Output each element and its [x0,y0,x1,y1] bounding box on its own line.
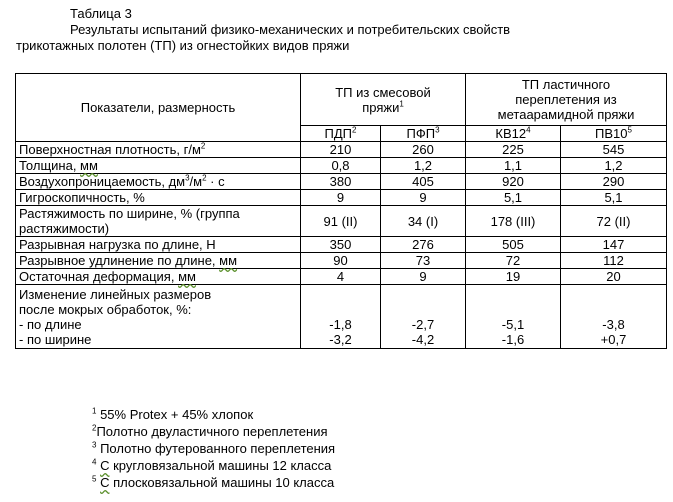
cell-value: -5,1 -1,6 [466,285,561,349]
row-label: Изменение линейных размеров после мокрых обработок, %: - по длине - по ширине [16,285,301,349]
footnote: $^3$ Полотно футерованного переплетения [92,440,336,456]
cell-value: 4 [301,269,381,285]
cell-value: 147 [561,237,667,253]
row-label: Поверхностная плотность, $г/м^2$ [16,142,301,158]
cell-value: 380 [301,174,381,190]
cell-value: 0,8 [301,158,381,174]
footnotes [92,406,335,491]
cell-value: 545 [561,142,667,158]
cell-value: 5,1 [561,190,667,206]
cell-value: 920 [466,174,561,190]
cell-value: 260 [381,142,466,158]
cell-value: 290 [561,174,667,190]
cell-value: 34 (I) [381,206,466,237]
cell-value: 1,2 [561,158,667,174]
cell-value: 73 [381,253,466,269]
cell-value: 112 [561,253,667,269]
col-header-pdp: ПДП$^2$ [301,126,381,142]
row-label: Разрывное удлинение по длине, мм [16,253,301,269]
caption-line-2: трикотажных полотен (ТП) из огнестойких видов пряжи [16,38,350,53]
table-caption [0,6,673,54]
cell-value: -2,7 -4,2 [381,285,466,349]
row-label: Гигроскопичность, % [16,190,301,206]
cell-value: 9 [381,269,466,285]
cell-value: 5,1 [466,190,561,206]
cell-value: 350 [301,237,381,253]
header-group-metaaramid: ТП ластичного переплетения из метаарамидной пряжи [466,74,667,126]
properties-table [15,73,667,349]
cell-value: 210 [301,142,381,158]
footnote: $^1$ 55% Protex + 45% хлопок [92,406,254,422]
cell-value: 225 [466,142,561,158]
table-row [16,253,667,269]
cell-value: 178 (III) [466,206,561,237]
row-label: Растяжимость по ширине, % (группа растяжимости) [16,206,301,237]
col-header-pfp: ПФП$^3$ [381,126,466,142]
table-row [16,174,667,190]
cell-value: 1,1 [466,158,561,174]
cell-value: -3,8 +0,7 [561,285,667,349]
table-row [16,190,667,206]
row-label: Разрывная нагрузка по длине, Н [16,237,301,253]
row-label: Воздухопроницаемость, $дм^3/м^2 \cdot с$ [16,174,301,190]
cell-value: 72 (II) [561,206,667,237]
cell-value: 91 (II) [301,206,381,237]
col-header-kv12: $КВ12^4$ [466,126,561,142]
caption-line-1: Результаты испытаний физико-механических и потребительских свойств [70,22,511,37]
header-group-blend: ТП из смесовой пряжи$^1$ [301,74,466,126]
cell-value: 405 [381,174,466,190]
cell-value: 9 [381,190,466,206]
cell-value: 72 [466,253,561,269]
footnote: $^2$Полотно двуластичного переплетения [92,423,328,439]
footnote: $^4$ С кругловязальной машины 12 класса [92,457,332,473]
cell-value: 20 [561,269,667,285]
cell-value: 276 [381,237,466,253]
table-row [16,142,667,158]
cell-value: 90 [301,253,381,269]
row-label: Толщина, мм [16,158,301,174]
cell-value: 1,2 [381,158,466,174]
cell-value: -1,8 -3,2 [301,285,381,349]
row-label: Остаточная деформация, мм [16,269,301,285]
cell-value: 19 [466,269,561,285]
table-number: Таблица 3 [70,6,132,21]
table-row [16,237,667,253]
col-header-pv10: $ПВ10^5$ [561,126,667,142]
cell-value: 505 [466,237,561,253]
cell-value: 9 [301,190,381,206]
table-row [16,269,667,285]
table-row [16,158,667,174]
table-row [16,285,667,349]
header-indicator: Показатели, размерность [16,74,301,142]
footnote: $^5$ С плосковязальной машины 10 класса [92,474,335,490]
table-row [16,206,667,237]
